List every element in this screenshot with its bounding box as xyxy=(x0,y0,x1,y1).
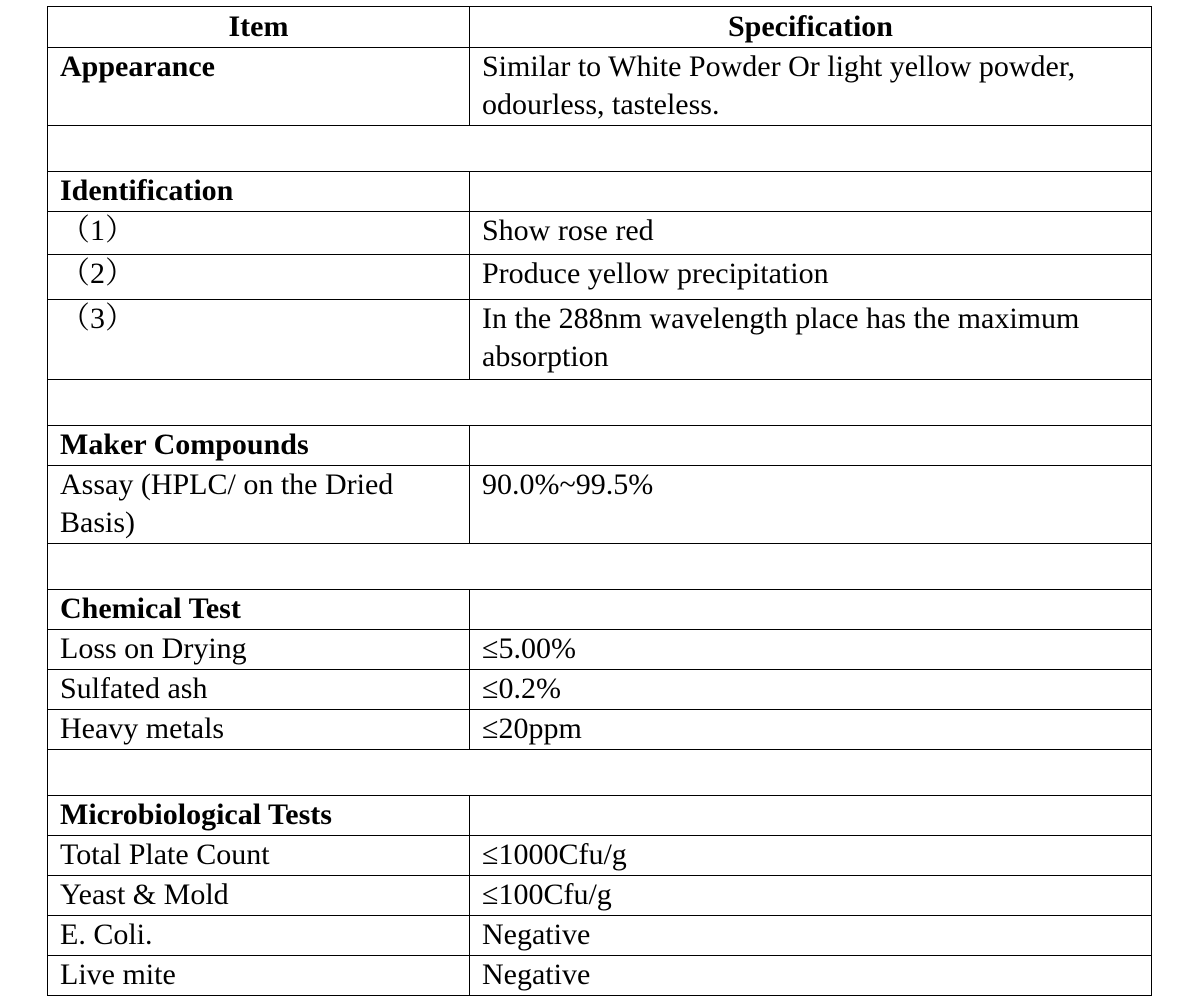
loss-on-drying-label: Loss on Drying xyxy=(48,630,470,670)
item-column-header: Item xyxy=(48,7,470,48)
identification-section-label: Identification xyxy=(48,172,470,212)
e-coli-label: E. Coli. xyxy=(48,916,470,956)
maker-compounds-section-label: Maker Compounds xyxy=(48,426,470,466)
heavy-metals-label: Heavy metals xyxy=(48,710,470,750)
heavy-metals-spec: ≤20ppm xyxy=(470,710,1152,750)
blank-cell xyxy=(48,126,1152,172)
blank-cell xyxy=(48,544,1152,590)
yeast-mold-spec: ≤100Cfu/g xyxy=(470,876,1152,916)
table-header-row xyxy=(48,7,1152,48)
table-row xyxy=(48,255,1152,300)
section-row xyxy=(48,172,1152,212)
maker-compounds-section-spec xyxy=(470,426,1152,466)
blank-spacer-row xyxy=(48,544,1152,590)
blank-spacer-row xyxy=(48,126,1152,172)
appearance-spec: Similar to White Powder Or light yellow powder, odourless, tasteless. xyxy=(470,48,1152,126)
e-coli-spec: Negative xyxy=(470,916,1152,956)
table-row xyxy=(48,670,1152,710)
table-row xyxy=(48,48,1152,126)
sulfated-ash-spec: ≤0.2% xyxy=(470,670,1152,710)
specification-table xyxy=(47,6,1152,996)
section-row xyxy=(48,796,1152,836)
appearance-label: Appearance xyxy=(48,48,470,126)
identification-test-2-spec: Produce yellow precipitation xyxy=(470,255,1152,300)
identification-test-1-label: （1） xyxy=(48,212,470,255)
table-row xyxy=(48,876,1152,916)
total-plate-count-spec: ≤1000Cfu/g xyxy=(470,836,1152,876)
blank-cell xyxy=(48,750,1152,796)
table-row xyxy=(48,710,1152,750)
blank-spacer-row xyxy=(48,380,1152,426)
section-row xyxy=(48,590,1152,630)
blank-spacer-row xyxy=(48,750,1152,796)
live-mite-label: Live mite xyxy=(48,956,470,996)
table-row xyxy=(48,836,1152,876)
identification-test-3-spec: In the 288nm wavelength place has the maximum absorption xyxy=(470,300,1152,380)
table-row xyxy=(48,630,1152,670)
assay-spec: 90.0%~99.5% xyxy=(470,466,1152,544)
specification-column-header: Specification xyxy=(470,7,1152,48)
sulfated-ash-label: Sulfated ash xyxy=(48,670,470,710)
chemical-test-section-label: Chemical Test xyxy=(48,590,470,630)
identification-test-1-spec: Show rose red xyxy=(470,212,1152,255)
table-row xyxy=(48,916,1152,956)
microbiological-tests-section-spec xyxy=(470,796,1152,836)
table-row xyxy=(48,300,1152,380)
table-row xyxy=(48,466,1152,544)
identification-section-spec xyxy=(470,172,1152,212)
total-plate-count-label: Total Plate Count xyxy=(48,836,470,876)
table-row xyxy=(48,212,1152,255)
loss-on-drying-spec: ≤5.00% xyxy=(470,630,1152,670)
table-row xyxy=(48,956,1152,996)
section-row xyxy=(48,426,1152,466)
yeast-mold-label: Yeast & Mold xyxy=(48,876,470,916)
chemical-test-section-spec xyxy=(470,590,1152,630)
microbiological-tests-section-label: Microbiological Tests xyxy=(48,796,470,836)
identification-test-2-label: （2） xyxy=(48,255,470,300)
assay-label: Assay (HPLC/ on the Dried Basis) xyxy=(48,466,470,544)
live-mite-spec: Negative xyxy=(470,956,1152,996)
blank-cell xyxy=(48,380,1152,426)
identification-test-3-label: （3） xyxy=(48,300,470,380)
